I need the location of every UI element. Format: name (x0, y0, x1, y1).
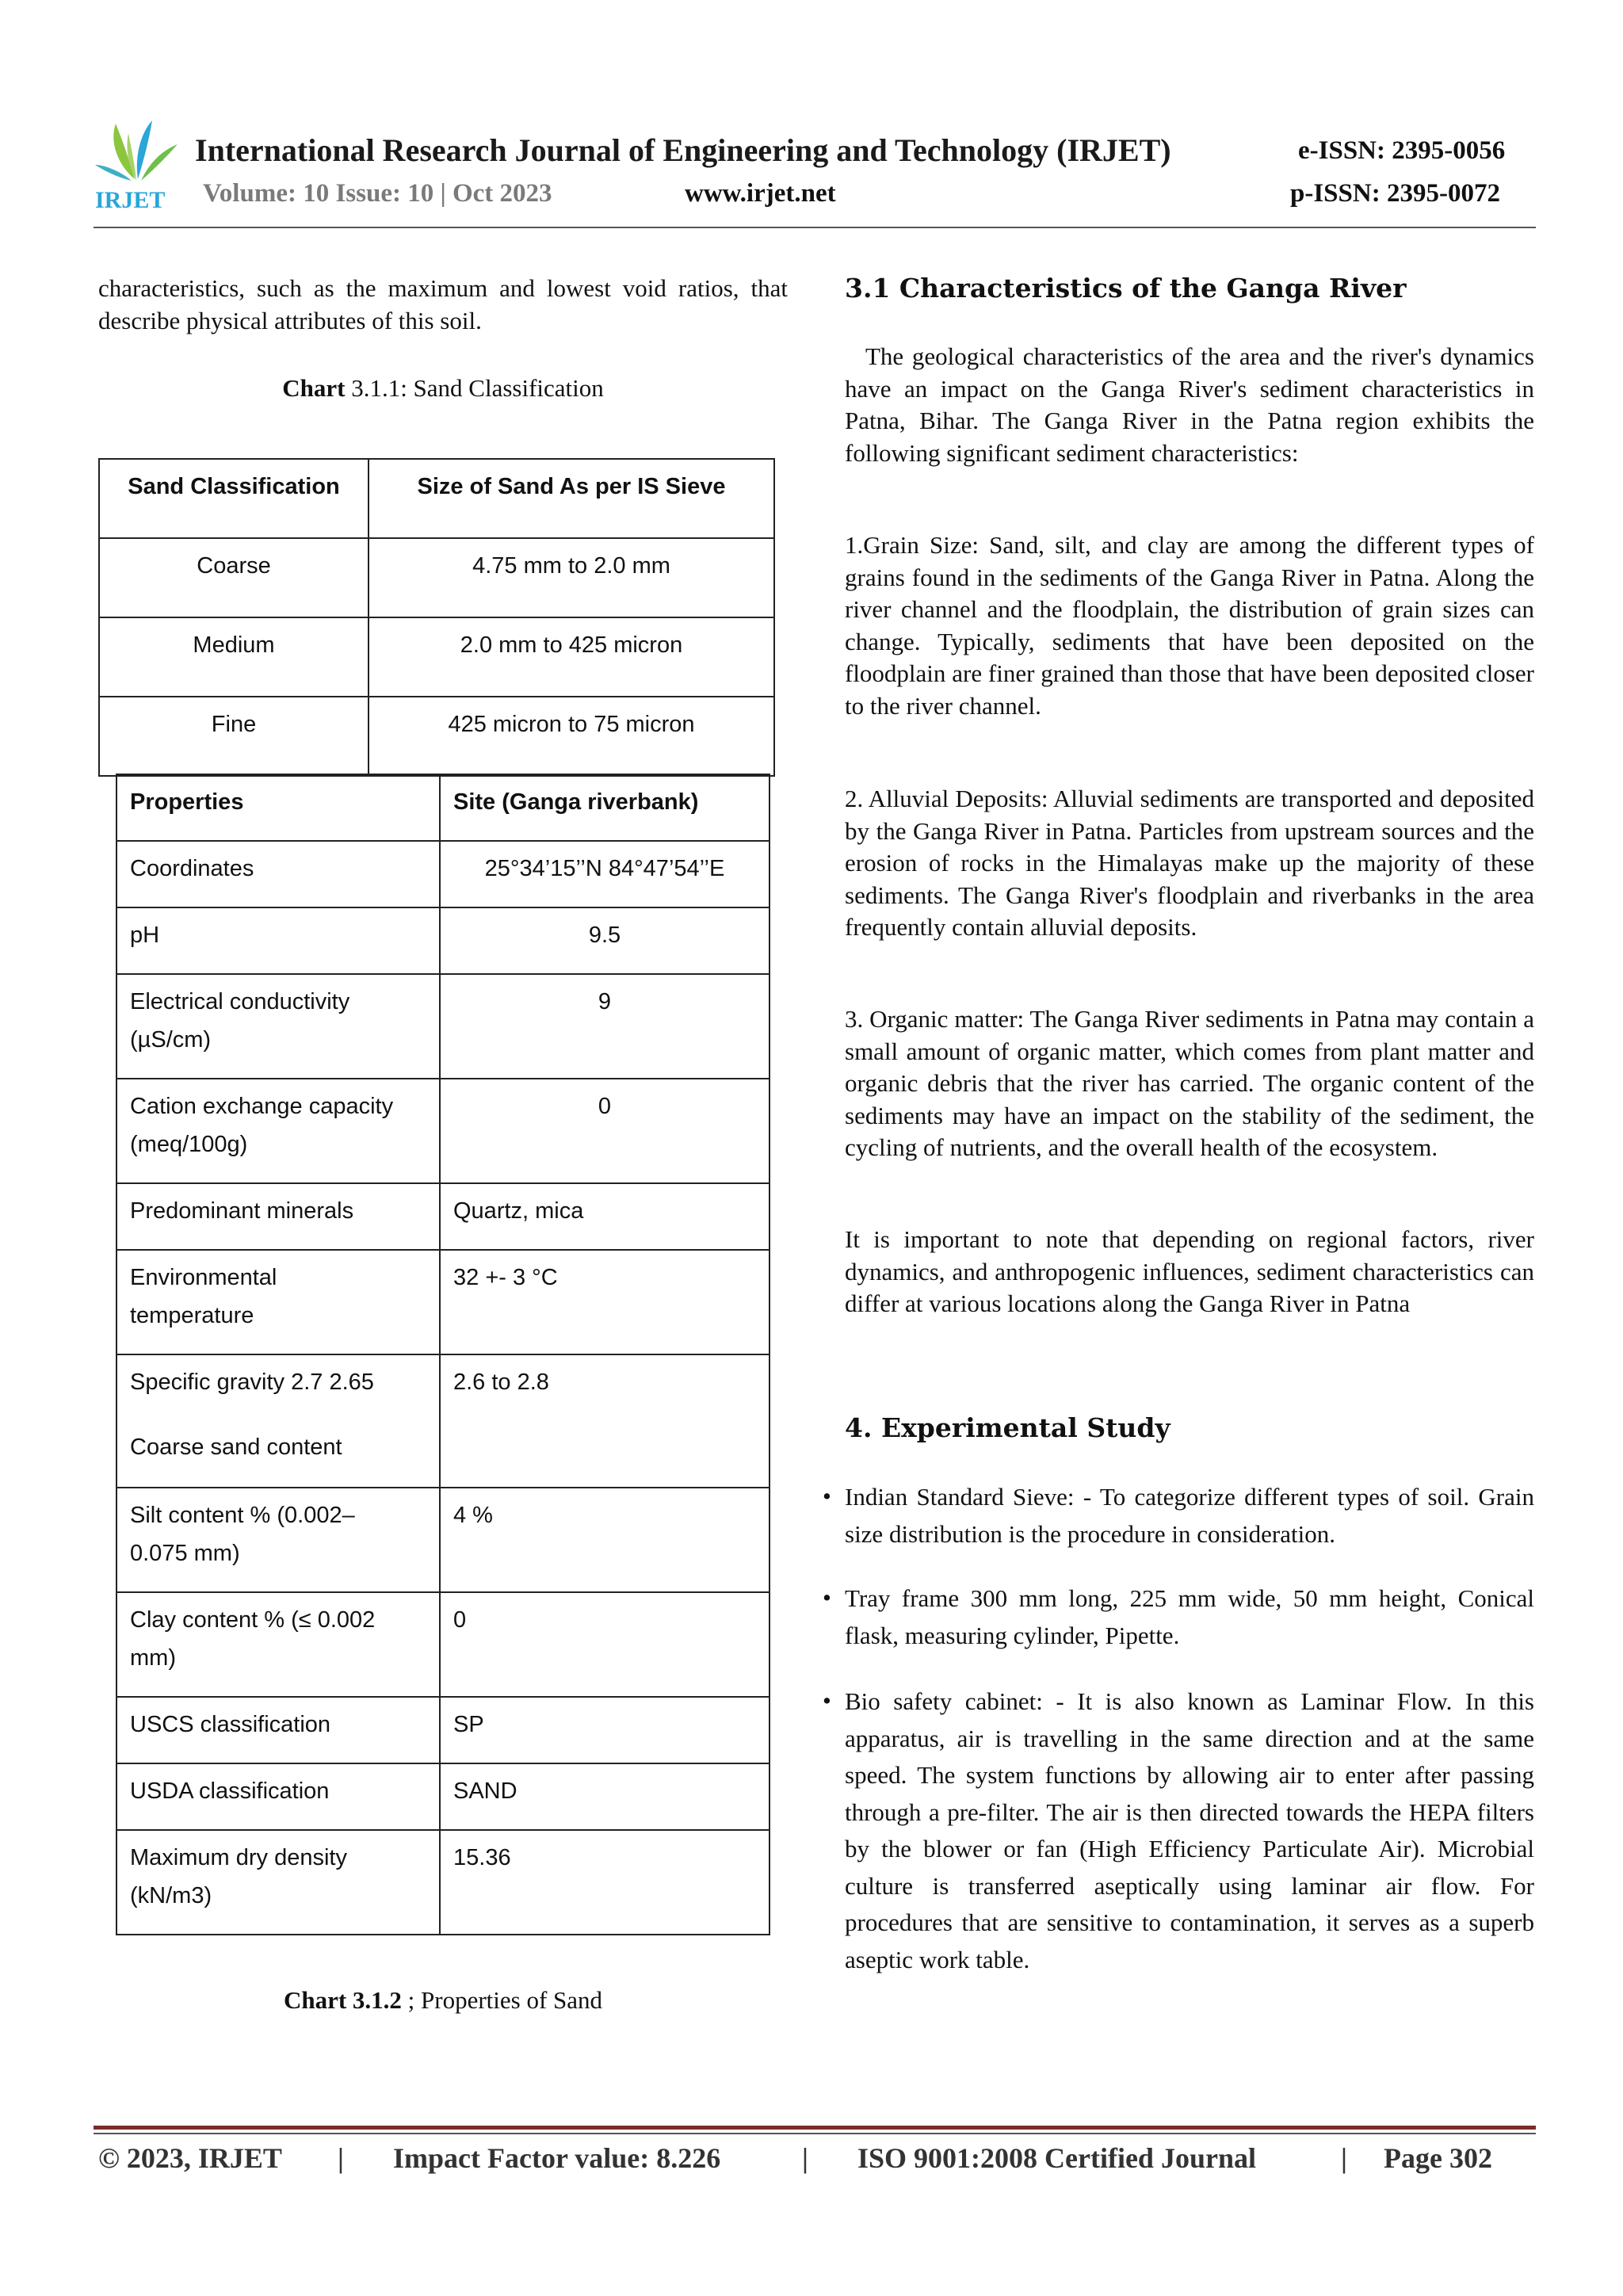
footer-separator: | (1341, 2142, 1347, 2174)
bullet-item: Indian Standard Sieve: - To categorize different types of soil. Grain size distribution is the procedure in consideration. (845, 1483, 1534, 1548)
property-cell (116, 1488, 440, 1592)
table-row (116, 841, 769, 907)
property-line: 0.075 mm) (130, 1541, 240, 1566)
table-row (116, 1763, 769, 1830)
table-header-row (99, 459, 774, 538)
property-cell: USDA classification (116, 1763, 440, 1830)
property-line: (meq/100g) (130, 1132, 248, 1157)
table-row (116, 1697, 769, 1763)
bullet-marker: • (823, 1584, 831, 1611)
note-paragraph: It is important to note that depending on regional factors, river dynamics, and anthropogenic influences, sediment characteristics can differ at various locations along the Ganga River in Patna (845, 1225, 1534, 1317)
property-line: (µS/cm) (130, 1027, 212, 1052)
property-line: mm) (130, 1645, 176, 1671)
property-cell (116, 1250, 440, 1354)
footer-iso: ISO 9001:2008 Certified Journal (857, 2142, 1256, 2174)
bullet-item: Bio safety cabinet: - It is also known as Laminar Flow. In this apparatus, air is travelling in the same direction and at the same speed. The system functions by allowing air to enter after passing through a pre-filter. The air is then directed towards the HEPA filters by the blower or fan (High Efficiency Particulate Air). Microbial culture is transferred aseptically using laminar air flow. For procedures that are sensitive to contamination, it serves as a superb aseptic work table. (845, 1687, 1534, 1973)
table-row (116, 1183, 769, 1250)
footer-separator: | (338, 2142, 344, 2174)
property-cell (116, 1592, 440, 1697)
caption-text: ; Properties of Sand (401, 1986, 603, 2014)
bullet-item: Tray frame 300 mm long, 225 mm wide, 50 mm height, Conical flask, measuring cylinder, Pipette. (845, 1584, 1534, 1649)
property-cell (116, 974, 440, 1079)
e-issn: e-ISSN: 2395-0056 (1298, 136, 1506, 165)
table-row (116, 974, 769, 1079)
table-row (116, 907, 769, 974)
footer-copyright: © 2023, IRJET (98, 2142, 282, 2174)
bullet-marker: • (823, 1482, 831, 1510)
table-row (116, 1488, 769, 1592)
value-cell: 9.5 (440, 907, 769, 974)
size-cell: 4.75 mm to 2.0 mm (369, 538, 774, 617)
property-line: Specific gravity 2.7 2.65 (130, 1370, 374, 1395)
footer-separator: | (802, 2142, 808, 2174)
section-3-1-heading: 3.1 Characteristics of the Ganga River (845, 273, 1407, 304)
grain-size-paragraph: 1.Grain Size: Sand, silt, and clay are among the different types of grains found in the sediments of the Ganga River in Patna. Along the river channel and the floodplain, the distribution of grain sizes can change. Typically, sediments that have been deposited on the floodplain are finer grained than those that have been deposited closer to the river channel. (845, 531, 1534, 720)
property-cell (116, 1354, 440, 1488)
caption-label: Chart 3.1.2 (283, 1986, 402, 2014)
sand-classification-table (98, 458, 775, 777)
sand-properties-table (116, 774, 770, 1935)
property-line: Electrical conductivity (130, 989, 350, 1014)
caption-label: Chart (282, 374, 346, 402)
property-cell: Coordinates (116, 841, 440, 907)
property-line: Maximum dry density (130, 1845, 347, 1870)
header-properties: Properties (116, 774, 440, 841)
value-cell: 9 (440, 974, 769, 1079)
table-row (116, 1592, 769, 1697)
table-row (99, 538, 774, 617)
value-cell: 25°34’15’’N 84°47’54’’E (440, 841, 769, 907)
footer-impact-factor: Impact Factor value: 8.226 (393, 2142, 721, 2174)
value-cell: 0 (440, 1592, 769, 1697)
value-cell: Quartz, mica (440, 1183, 769, 1250)
value-cell: SAND (440, 1763, 769, 1830)
classification-cell: Fine (99, 697, 369, 776)
header-divider (94, 227, 1536, 228)
journal-title: International Research Journal of Engineering and Technology (IRJET) (195, 132, 1171, 168)
irjet-logo (94, 117, 181, 211)
value-cell: SP (440, 1697, 769, 1763)
value-cell: 32 +- 3 °C (440, 1250, 769, 1354)
alluvial-deposits-paragraph: 2. Alluvial Deposits: Alluvial sediments are transported and deposited by the Ganga River in Patna. Particles from upstream sources and the erosion of rocks in the Himalayas make up the majority of these sediments. The Ganga River's floodplain and riverbanks in the area frequently contain alluvial deposits. (845, 785, 1534, 941)
table-header-row (116, 774, 769, 841)
classification-cell: Medium (99, 617, 369, 697)
chart-3-1-1-caption (98, 374, 788, 403)
header-site: Site (Ganga riverbank) (440, 774, 769, 841)
table-row (116, 1354, 769, 1488)
section-4-heading: 4. Experimental Study (845, 1412, 1170, 1443)
value-cell: 2.6 to 2.8 (440, 1354, 769, 1488)
footer-divider-thin (94, 2133, 1536, 2134)
property-line: Environmental (130, 1265, 277, 1290)
table-row (116, 1079, 769, 1183)
header-sieve-size: Size of Sand As per IS Sieve (369, 459, 774, 538)
size-cell: 2.0 mm to 425 micron (369, 617, 774, 697)
section-3-1-intro: The geological characteristics of the area and the river's dynamics have an impact on the Ganga River's sediment characteristics in Patna, Bihar. The Ganga River in the Patna region exhibits the following significant sediment characteristics: (845, 342, 1534, 467)
website-link[interactable]: www.irjet.net (685, 179, 836, 208)
property-line: Clay content % (≤ 0.002 (130, 1607, 376, 1633)
property-line: (kN/m3) (130, 1883, 212, 1908)
property-line: Cation exchange capacity (130, 1094, 394, 1119)
property-cell (116, 1079, 440, 1183)
property-cell (116, 1830, 440, 1935)
caption-text: 3.1.1: Sand Classification (345, 374, 604, 402)
property-line: temperature (130, 1303, 254, 1328)
classification-cell: Coarse (99, 538, 369, 617)
property-line: Silt content % (0.002– (130, 1503, 355, 1528)
bullet-marker: • (823, 1687, 831, 1714)
table-row (99, 617, 774, 697)
property-cell: USCS classification (116, 1697, 440, 1763)
intro-paragraph: characteristics, such as the maximum and lowest void ratios, that describe physical attributes of this soil. (98, 274, 788, 334)
value-cell: 0 (440, 1079, 769, 1183)
property-line: Coarse sand content (130, 1435, 342, 1460)
organic-matter-paragraph: 3. Organic matter: The Ganga River sediments in Patna may contain a small amount of organic matter, which comes from plant matter and organic debris that the river has carried. The organic content of the sediments may have an impact on the stability of the sediment, the cycling of nutrients, and the overall health of the ecosystem. (845, 1005, 1534, 1161)
footer-divider (94, 2126, 1536, 2130)
table-row (116, 1830, 769, 1935)
footer-page-number: Page 302 (1384, 2142, 1492, 2174)
property-cell: Predominant minerals (116, 1183, 440, 1250)
p-issn: p-ISSN: 2395-0072 (1290, 179, 1500, 208)
size-cell: 425 micron to 75 micron (369, 697, 774, 776)
logo-text: IRJET (95, 187, 166, 211)
header-sand-classification: Sand Classification (99, 459, 369, 538)
value-cell: 4 % (440, 1488, 769, 1592)
table-row (99, 697, 774, 776)
chart-3-1-2-caption (98, 1986, 788, 2015)
volume-issue: Volume: 10 Issue: 10 | Oct 2023 (203, 179, 552, 208)
value-cell: 15.36 (440, 1830, 769, 1935)
table-row (116, 1250, 769, 1354)
property-cell: pH (116, 907, 440, 974)
